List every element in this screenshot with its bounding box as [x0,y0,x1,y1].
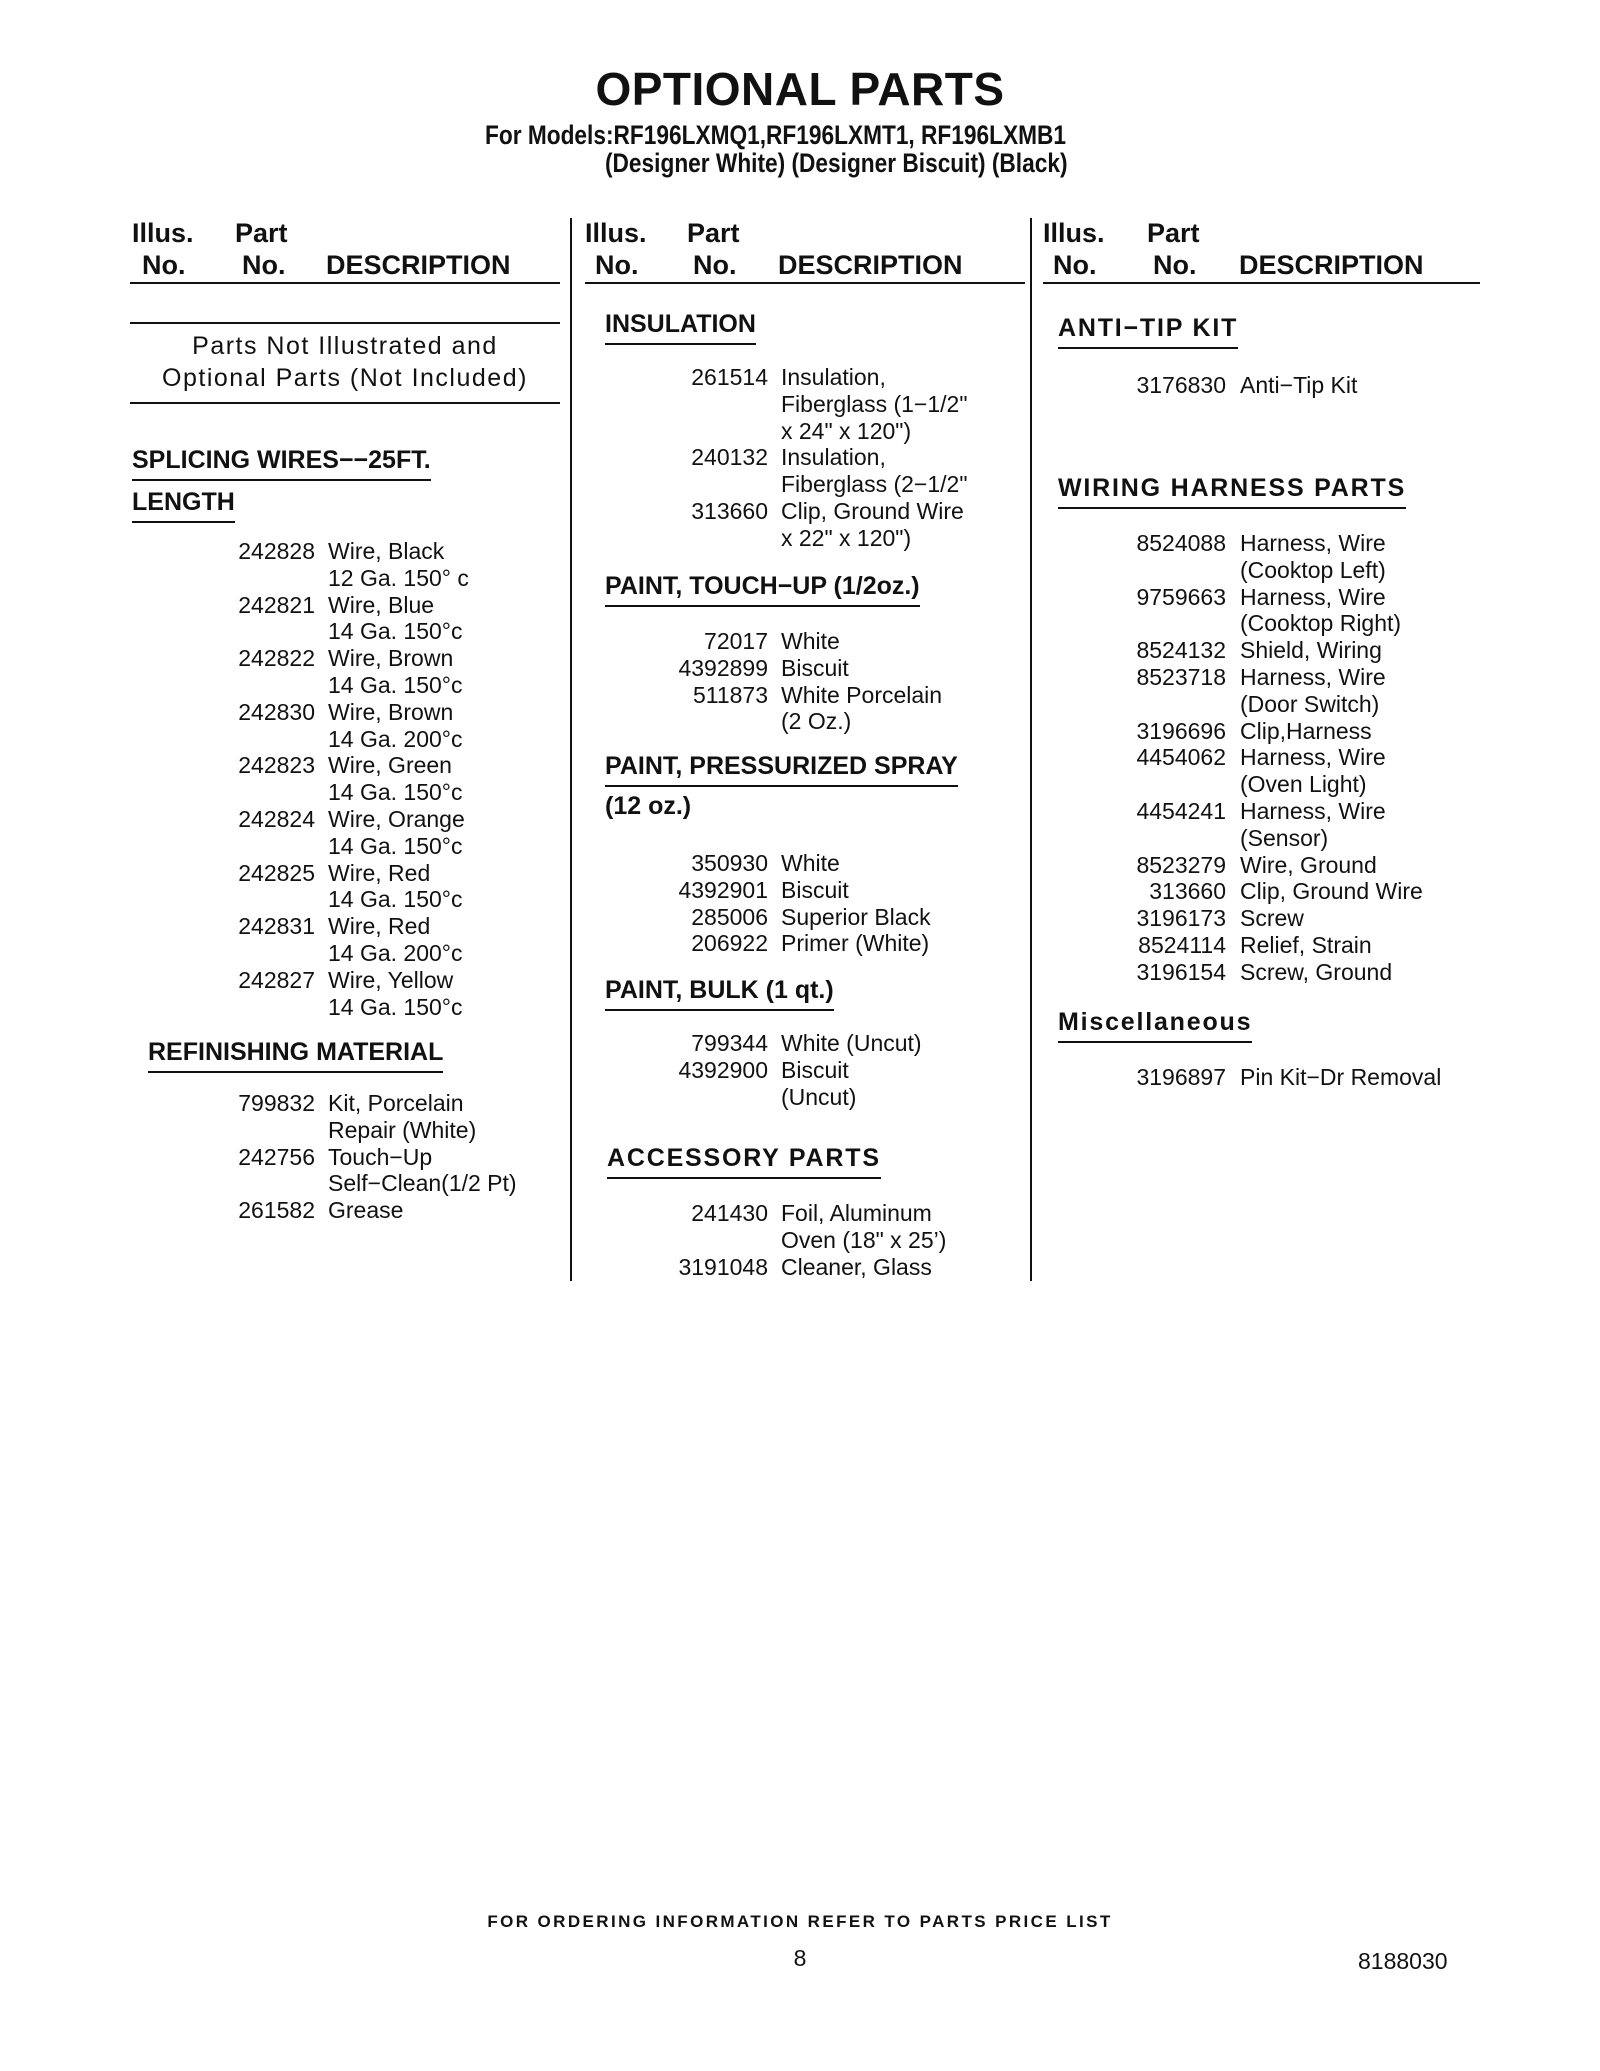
part-row [130,592,560,646]
description-label: DESCRIPTION [778,250,963,280]
part-number: 3196897 [1136,1064,1226,1090]
bulk-list [585,1030,1025,1110]
part-description: Harness, Wire (Cooktop Right) [1240,583,1402,637]
accessory-list [585,1200,1025,1280]
column-header [130,218,560,284]
part-description: Wire, Red 14 Ga. 200°c [328,913,463,966]
part-description: Screw, Ground [1240,958,1393,985]
illus-no-label: No. [1053,250,1097,280]
page-title: OPTIONAL PARTS [595,63,1005,115]
part-number: 242831 [238,913,315,940]
part-description: Shield, Wiring [1240,637,1382,664]
part-description: Wire, Brown 14 Ga. 200°c [328,698,463,752]
part-row [130,1144,560,1198]
part-number: 3196173 [1136,905,1226,932]
models-line: For Models:RF196LXMQ1,RF196LXMT1, RF196LXMB1 [485,120,1066,150]
part-row [1043,718,1480,745]
part-number: 4392899 [678,654,768,681]
refinishing-list [130,1090,560,1224]
column-divider-2 [1030,218,1032,1281]
part-description: Biscuit [781,876,849,903]
part-number: 9759663 [1136,583,1226,610]
illus-label: Illus. [132,218,194,248]
part-row [130,752,560,806]
part-row [130,860,560,914]
section-title-splicing-length: LENGTH [132,488,235,523]
section-title-misc: Miscellaneous [1058,1008,1252,1043]
part-number: 313660 [691,497,768,524]
part-description: Harness, Wire (Cooktop Left) [1240,530,1386,583]
section-title-harness: WIRING HARNESS PARTS [1058,474,1406,509]
part-number: 242756 [238,1143,315,1170]
part-row [130,645,560,699]
part-row [585,444,1025,498]
part-row [1043,905,1480,932]
harness-list [1043,530,1480,986]
part-row [1043,1064,1480,1091]
part-description: Harness, Wire (Oven Light) [1240,744,1386,798]
illus-no-label: No. [595,250,639,280]
part-number: 8523718 [1136,663,1226,690]
part-description: Wire, Ground [1240,851,1377,878]
part-label: Part [687,218,740,248]
part-no-label: No. [693,250,737,280]
insulation-list [585,364,1025,552]
part-number: 242824 [238,805,315,832]
part-description: Superior Black [781,903,931,930]
splicing-list [130,538,560,1020]
part-number: 8524088 [1136,530,1226,556]
section-title-bulk: PAINT, BULK (1 qt.) [605,976,834,1011]
part-number: 799344 [691,1030,768,1056]
document-number: 8188030 [1358,1948,1448,1974]
part-row [585,1254,1025,1281]
part-number: 8524114 [1138,931,1226,958]
part-row [1043,664,1480,718]
part-label: Part [1147,218,1200,248]
part-description: Harness, Wire (Sensor) [1240,797,1386,851]
part-number: 241430 [691,1200,768,1226]
part-row [1043,584,1480,638]
not-illustrated-notice [130,322,560,404]
illus-no-label: No. [142,250,186,280]
section-title-touchup: PAINT, TOUCH−UP (1/2oz.) [605,572,920,607]
part-row [130,538,560,592]
part-description: White (Uncut) [781,1030,922,1056]
part-description: Anti−Tip Kit [1240,372,1358,398]
part-number: 242827 [238,966,315,993]
part-description: Wire, Yellow 14 Ga. 150°c [328,966,463,1020]
part-number: 72017 [704,628,768,654]
ordering-note: FOR ORDERING INFORMATION REFER TO PARTS PRICE LIST [487,1912,1113,1931]
section-title-antitip: ANTI−TIP KIT [1058,314,1238,349]
misc-list [1043,1064,1480,1091]
colors-line: (Designer White) (Designer Biscuit) (Black) [605,148,1068,178]
part-description: Biscuit (Uncut) [781,1056,857,1110]
part-description: Wire, Orange 14 Ga. 150°c [328,805,465,859]
antitip-list [1043,372,1480,399]
part-description: Wire, Brown 14 Ga. 150°c [328,645,463,698]
part-description: Pin Kit−Dr Removal [1240,1064,1442,1090]
part-number: 511873 [692,681,768,708]
part-description: Touch−Up Self−Clean(1/2 Pt) [328,1143,517,1197]
part-number: 4392900 [678,1056,768,1083]
notice-line-1: Parts Not Illustrated and [192,332,498,360]
part-description: Cleaner, Glass [781,1253,932,1280]
part-label: Part [235,218,288,248]
part-row [585,1200,1025,1254]
part-number: 3196154 [1136,958,1226,985]
part-row [585,930,1025,957]
part-description: Kit, Porcelain Repair (White) [328,1090,477,1143]
part-row [585,682,1025,736]
part-row [1043,637,1480,664]
section-title-splicing: SPLICING WIRES−−25FT. [132,446,431,481]
section-title-accessory: ACCESSORY PARTS [607,1144,881,1179]
parts-column-2 [585,218,1025,1298]
part-number: 4454062 [1136,744,1226,771]
part-description: Wire, Green 14 Ga. 150°c [328,752,463,806]
part-description: Clip,Harness [1240,717,1372,744]
touchup-list [585,628,1025,735]
part-number: 4392901 [678,876,768,903]
part-row [130,806,560,860]
column-header [1043,218,1480,284]
parts-column-3 [1043,218,1480,1298]
description-label: DESCRIPTION [326,250,511,280]
part-row [585,1057,1025,1111]
part-row [585,498,1025,552]
part-number: 206922 [691,930,768,957]
part-row [130,913,560,967]
description-label: DESCRIPTION [1239,250,1424,280]
part-description: Clip, Ground Wire x 22" x 120") [781,497,964,551]
part-description: Foil, Aluminum Oven (18" x 25’) [781,1200,947,1253]
part-row [585,655,1025,682]
part-number: 242828 [238,538,315,564]
parts-column-1 [130,218,560,1298]
notice-line-2: Optional Parts (Not Included) [162,364,528,392]
part-number: 261582 [238,1197,315,1224]
part-description: Biscuit [781,654,849,681]
part-description: Wire, Red 14 Ga. 150°c [328,859,463,913]
part-row [585,877,1025,904]
part-row [585,364,1025,444]
part-row [130,699,560,753]
part-number: 261514 [691,364,768,390]
part-row [1043,959,1480,986]
part-description: Relief, Strain [1240,931,1372,958]
section-title-refinishing: REFINISHING MATERIAL [148,1038,443,1073]
part-number: 3176830 [1136,372,1226,398]
section-title-insulation: INSULATION [605,310,756,345]
part-no-label: No. [1153,250,1197,280]
part-number: 242821 [238,591,315,618]
part-number: 313660 [1149,878,1226,905]
illus-label: Illus. [585,218,647,248]
part-number: 240132 [691,444,768,471]
part-row [585,1030,1025,1057]
part-number: 242830 [238,698,315,725]
part-description: Insulation, Fiberglass (2−1/2" [781,444,968,498]
part-number: 799832 [238,1090,315,1116]
part-number: 285006 [691,903,768,930]
column-header [585,218,1025,284]
part-description: White Porcelain (2 Oz.) [781,681,943,735]
part-number: 350930 [691,850,768,876]
part-number: 242823 [238,752,315,779]
part-row [585,628,1025,655]
part-row [1043,878,1480,905]
part-row [1043,852,1480,879]
part-description: Screw [1240,905,1304,932]
part-description: Wire, Black 12 Ga. 150° c [328,538,469,591]
part-row [1043,530,1480,584]
part-row [585,850,1025,877]
part-row [130,967,560,1021]
part-description: Clip, Ground Wire [1240,878,1423,905]
part-description: Harness, Wire (Door Switch) [1240,663,1386,717]
spray-list [585,850,1025,957]
part-number: 4454241 [1136,797,1226,824]
part-description: Insulation, Fiberglass (1−1/2" x 24" x 120") [781,364,968,444]
part-row [585,904,1025,931]
part-description: Grease [328,1197,404,1224]
part-row [1043,744,1480,798]
column-divider-1 [570,218,572,1281]
part-row [130,1090,560,1144]
part-number: 8524132 [1136,637,1226,664]
part-no-label: No. [242,250,286,280]
part-number: 242825 [238,859,315,886]
part-number: 3196696 [1136,717,1226,744]
part-row [1043,798,1480,852]
illus-label: Illus. [1043,218,1105,248]
part-number: 8523279 [1136,851,1226,878]
section-title-spray: PAINT, PRESSURIZED SPRAY [605,752,958,787]
page-number: 8 [793,1945,807,1971]
part-row [130,1197,560,1224]
part-description: White [781,850,840,876]
section-title-spray-size: (12 oz.) [605,792,692,820]
part-row [1043,932,1480,959]
part-description: White [781,628,840,654]
part-row [1043,372,1480,399]
part-number: 3191048 [678,1253,768,1280]
part-description: Primer (White) [781,930,930,957]
part-description: Wire, Blue 14 Ga. 150°c [328,591,463,645]
part-number: 242822 [238,645,315,672]
